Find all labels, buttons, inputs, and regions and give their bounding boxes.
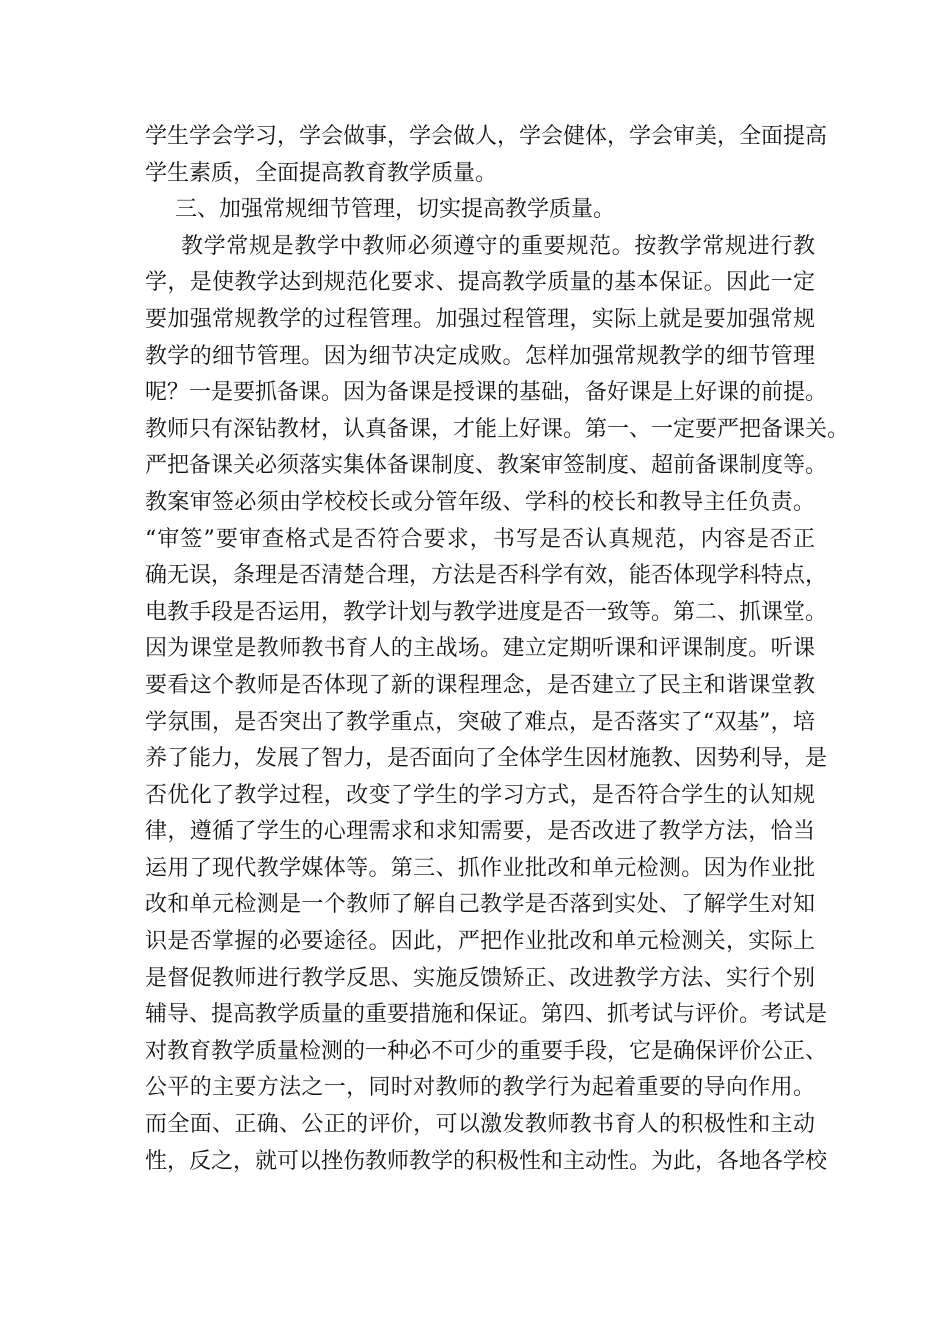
text-line: 是督促教师进行教学反思、实施反馈矫正、改进教学方法、实行个别 [145,965,815,991]
body-text [145,119,850,1180]
text-line: 要看这个教师是否体现了新的课程理念，是否建立了民主和谐课堂教 [145,672,815,698]
text-line: 学，是使教学达到规范化要求、提高教学质量的基本保证。因此一定 [145,270,815,296]
text-line: 教案审签必须由学校校长或分管年级、学科的校长和教导主任负责。 [145,489,815,515]
text-line: 教师只有深钻教材，认真备课，才能上好课。第一、一定要严把备课关。 [145,416,850,442]
text-line: 辅导、提高教学质量的重要措施和保证。第四、抓考试与评价。考试是 [145,1002,828,1028]
text-line: “审签”要审查格式是否符合要求，书写是否认真规范，内容是否正 [145,526,815,552]
text-line: 电教手段是否运用，教学计划与教学进度是否一致等。第二、抓课堂。 [145,599,828,625]
text-line: 运用了现代教学媒体等。第三、抓作业批改和单元检测。因为作业批 [145,855,815,881]
text-line: 改和单元检测是一个教师了解自己教学是否落到实处、了解学生对知 [145,892,815,918]
text-line: 公平的主要方法之一，同时对教师的教学行为起着重要的导向作用。 [145,1075,815,1101]
text-line: 而全面、正确、公正的评价，可以激发教师教书育人的积极性和主动 [145,1112,815,1138]
paragraph-first-line: 教学常规是教学中教师必须遵守的重要规范。按教学常规进行教 [181,233,815,259]
text-line: 学生素质，全面提高教育教学质量。 [145,160,498,186]
text-line: 确无误，条理是否清楚合理，方法是否科学有效，能否体现学科特点， [145,563,828,589]
text-line: 因为课堂是教师教书育人的主战场。建立定期听课和评课制度。听课 [145,636,815,662]
text-line: 养了能力，发展了智力，是否面向了全体学生因材施教、因势利导，是 [145,746,828,772]
text-line: 否优化了教学过程，改变了学生的学习方式，是否符合学生的认知规 [145,782,815,808]
text-line: 性，反之，就可以挫伤教师教学的积极性和主动性。为此，各地各学校 [145,1148,828,1174]
text-line: 要加强常规教学的过程管理。加强过程管理，实际上就是要加强常规 [145,306,815,332]
text-line: 严把备课关必须落实集体备课制度、教案审签制度、超前备课制度等。 [145,453,828,479]
text-line: 律，遵循了学生的心理需求和求知需要，是否改进了教学方法，恰当 [145,819,815,845]
text-line: 呢？一是要抓备课。因为备课是授课的基础，备好课是上好课的前提。 [145,380,828,406]
text-line: 学氛围，是否突出了教学重点，突破了难点，是否落实了“双基”，培 [145,709,815,735]
text-line: 识是否掌握的必要途径。因此，严把作业批改和单元检测关，实际上 [145,929,815,955]
text-line: 学生学会学习，学会做事，学会做人，学会健体，学会审美，全面提高 [145,124,828,149]
text-line: 教学的细节管理。因为细节决定成败。怎样加强常规教学的细节管理 [145,343,815,369]
text-line: 对教育教学质量检测的一种必不可少的重要手段，它是确保评价公正、 [145,1038,828,1064]
section-heading: 三、加强常规细节管理，切实提高教学质量。 [175,197,616,223]
